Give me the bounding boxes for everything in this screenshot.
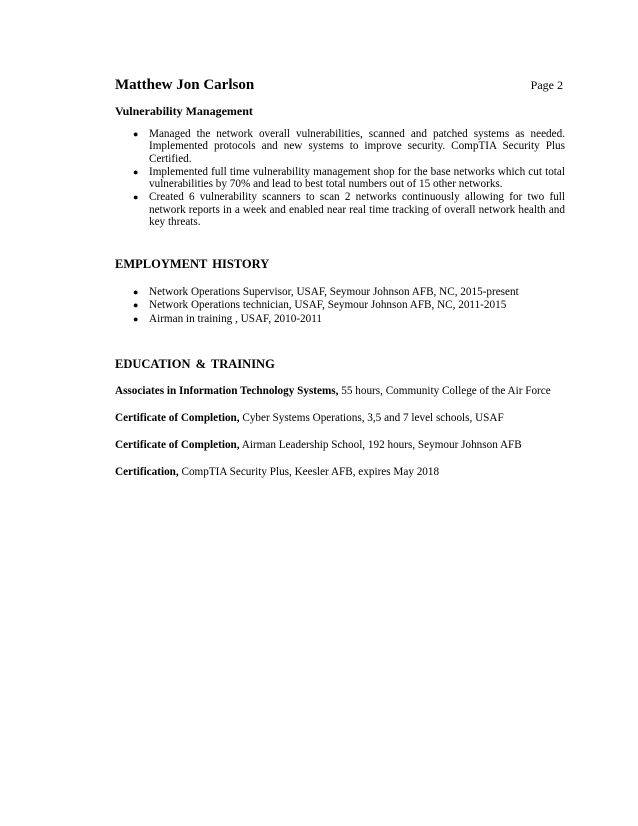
education-entry-detail: Airman Leadership School, 192 hours, Seymour Johnson AFB: [239, 439, 522, 451]
bullet-icon: ●: [133, 313, 139, 324]
list-item: ● Implemented full time vulnerability management shop for the base networks which cut total vulnerabilities by 70% and lead to best total numbers out of 15 other networks.: [133, 165, 565, 191]
education-entry-detail: Cyber Systems Operations, 3,5 and 7 level schools, USAF: [239, 412, 504, 424]
bullet-icon: ●: [133, 129, 139, 139]
education-heading: EDUCATION & TRAINING: [115, 357, 275, 371]
education-entry-title: Certification,: [115, 466, 179, 478]
bullet-icon: ●: [133, 166, 139, 177]
education-entry-title: Certificate of Completion,: [115, 412, 240, 424]
list-item: ● Created 6 vulnerability scanners to scan 2 networks continuously allowing for two full network reports in a week and enabled near real time tracking of overall network health and key threats.: [133, 191, 565, 229]
candidate-name: Matthew Jon Carlson: [115, 77, 255, 93]
bullet-icon: ●: [133, 192, 139, 203]
education-entry-detail: CompTIA Security Plus, Keesler AFB, expires May 2018: [178, 466, 440, 478]
bullet-icon: ●: [133, 300, 139, 311]
employment-heading: EMPLOYMENT HISTORY: [115, 257, 270, 271]
education-entry: [115, 412, 504, 424]
education-entry-detail: 55 hours, Community College of the Air Force: [338, 385, 551, 397]
bullet-icon: ●: [133, 287, 139, 297]
education-entry-title: Associates in Information Technology Systems,: [115, 385, 339, 397]
education-entry: [115, 466, 439, 478]
list-item: ● Network Operations Supervisor, USAF, Seymour Johnson AFB, NC, 2015-present: [133, 286, 519, 298]
page-number: Page 2: [530, 78, 563, 92]
list-item: ● Network Operations technician, USAF, Seymour Johnson AFB, NC, 2011-2015: [133, 299, 507, 312]
vulnerability-heading: Vulnerability Management: [115, 104, 253, 118]
education-entry: [115, 385, 551, 397]
list-item: ● Airman in training , USAF, 2010-2011: [133, 312, 323, 325]
education-entry-title: Certificate of Completion,: [115, 439, 240, 451]
employment-list: [115, 286, 565, 326]
education-entry: [115, 439, 522, 451]
list-item: ● Managed the network overall vulnerabilities, scanned and patched systems as needed. Implemented protocols and new systems to improve security. CompTIA Security Plus Certified.: [133, 128, 565, 165]
page-header: [115, 77, 563, 94]
vulnerability-list: [115, 128, 565, 229]
